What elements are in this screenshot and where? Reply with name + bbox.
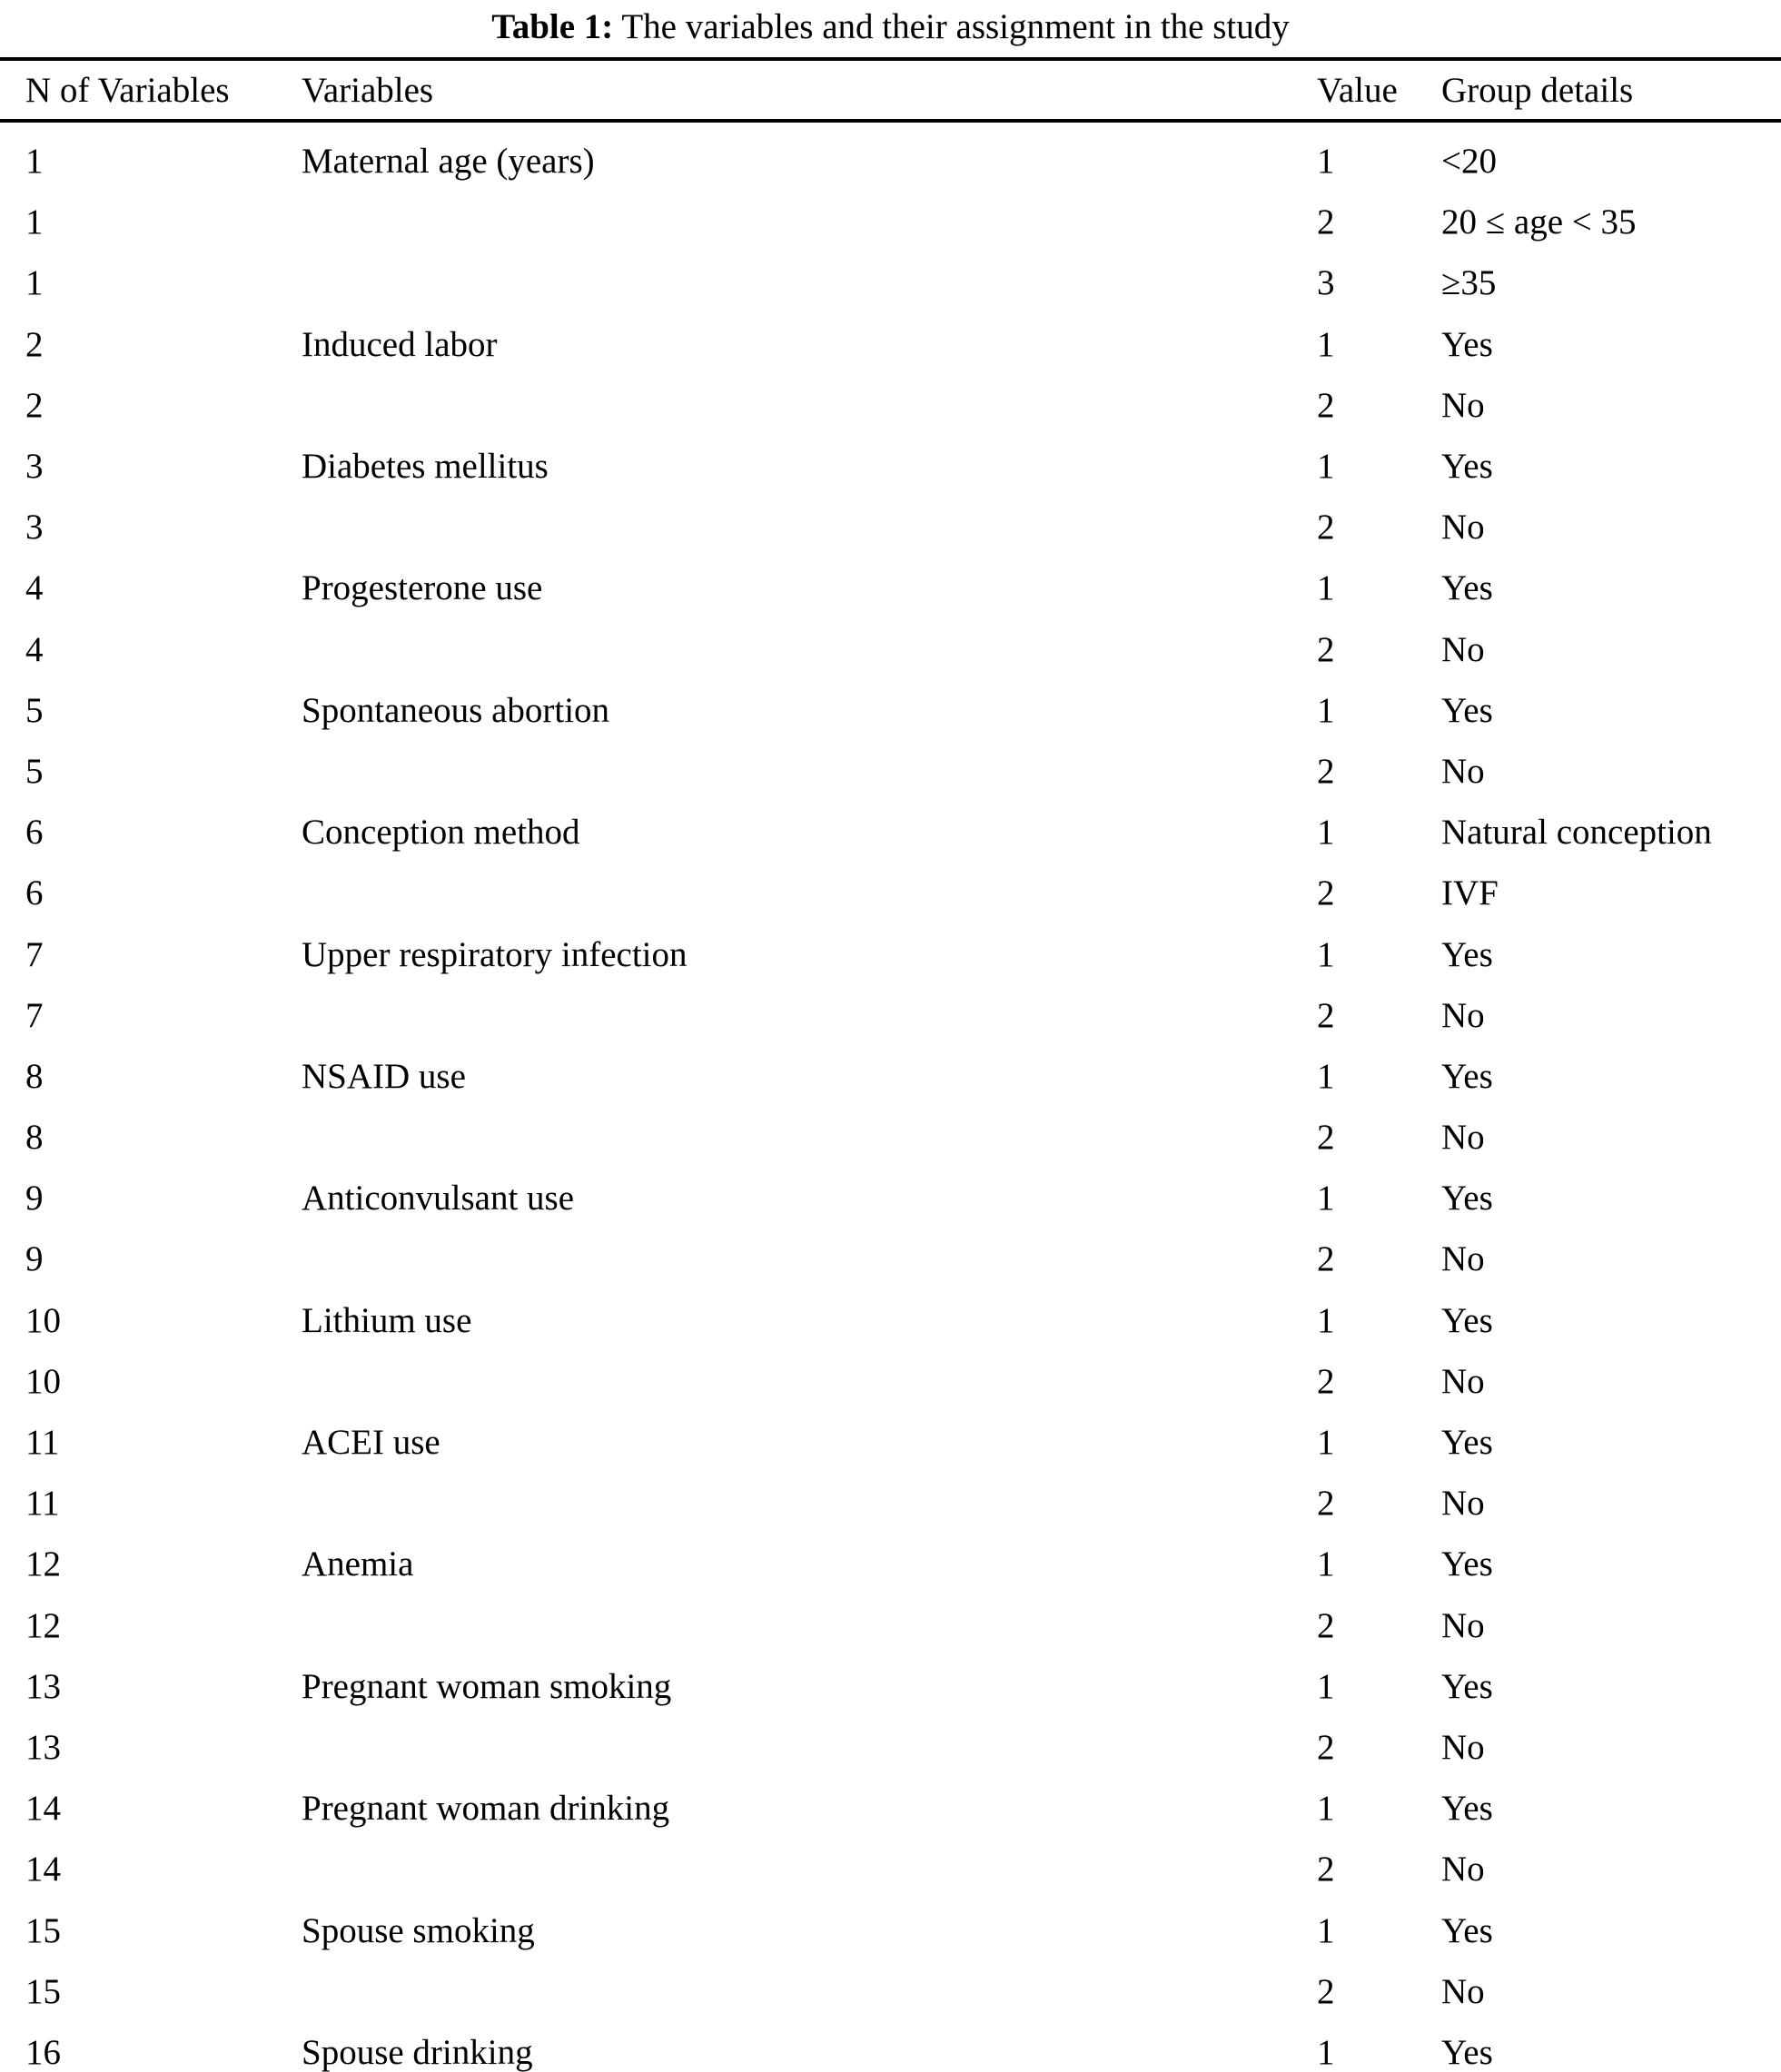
cell-variable: Upper respiratory infection (302, 934, 688, 974)
cell-value: 2 (1317, 1727, 1335, 1767)
cell-n: 6 (25, 873, 44, 913)
cell-value: 1 (1317, 1910, 1335, 1950)
table-row (0, 1961, 1781, 2022)
cell-n: 7 (25, 934, 44, 974)
cell-group: No (1441, 508, 1485, 548)
cell-group: Yes (1441, 568, 1493, 608)
cell-value: 2 (1317, 629, 1335, 669)
cell-n: 4 (25, 568, 44, 608)
cell-group: Yes (1441, 1423, 1493, 1463)
cell-n: 4 (25, 629, 44, 669)
cell-variable: ACEI use (302, 1423, 440, 1463)
cell-variable: Spouse smoking (302, 1910, 535, 1950)
cell-n: 5 (25, 690, 44, 730)
cell-group: No (1441, 995, 1485, 1035)
cell-value: 2 (1317, 1971, 1335, 2011)
cell-group: No (1441, 1850, 1485, 1889)
table-row (0, 131, 1781, 192)
cell-value: 3 (1317, 263, 1335, 303)
cell-group: Yes (1441, 1179, 1493, 1219)
cell-n: 6 (25, 813, 44, 853)
cell-group: No (1441, 629, 1485, 669)
cell-group: No (1441, 1971, 1485, 2011)
column-header-value: Value (1317, 70, 1398, 110)
cell-value: 1 (1317, 568, 1335, 608)
cell-value: 2 (1317, 995, 1335, 1035)
cell-value: 1 (1317, 934, 1335, 974)
cell-n: 10 (25, 1300, 61, 1340)
cell-n: 15 (25, 1910, 61, 1950)
table-row (0, 1290, 1781, 1351)
cell-n: 2 (25, 385, 44, 425)
table-row (0, 1473, 1781, 1534)
table-row (0, 375, 1781, 436)
cell-group: No (1441, 1484, 1485, 1524)
cell-value: 1 (1317, 2032, 1335, 2072)
cell-group: No (1441, 385, 1485, 425)
cell-group: 20 ≤ age < 35 (1441, 202, 1637, 242)
table-row (0, 557, 1781, 618)
cell-n: 11 (25, 1423, 60, 1463)
cell-value: 1 (1317, 142, 1335, 182)
cell-value: 2 (1317, 202, 1335, 242)
cell-n: 8 (25, 1056, 44, 1096)
cell-variable: Maternal age (years) (302, 142, 595, 182)
table-row (0, 619, 1781, 680)
cell-variable: Pregnant woman smoking (302, 1666, 672, 1706)
table-row (0, 497, 1781, 557)
cell-variable: Pregnant woman drinking (302, 1789, 670, 1829)
cell-value: 2 (1317, 1484, 1335, 1524)
cell-value: 2 (1317, 1850, 1335, 1889)
cell-group: No (1441, 1605, 1485, 1645)
cell-n: 8 (25, 1118, 44, 1158)
cell-variable: NSAID use (302, 1056, 466, 1096)
cell-group: No (1441, 1361, 1485, 1401)
table-row (0, 1595, 1781, 1656)
table-row (0, 252, 1781, 313)
cell-group: IVF (1441, 873, 1499, 913)
cell-n: 2 (25, 324, 44, 364)
column-header-n-of-variables: N of Variables (25, 70, 230, 110)
cell-n: 7 (25, 995, 44, 1035)
table-row (0, 985, 1781, 1046)
table-row (0, 192, 1781, 252)
cell-group: Yes (1441, 1910, 1493, 1950)
cell-variable: Anemia (302, 1544, 414, 1584)
table-row (0, 1228, 1781, 1289)
cell-group: Yes (1441, 1789, 1493, 1829)
cell-n: 12 (25, 1544, 61, 1584)
cell-n: 14 (25, 1850, 61, 1889)
table-title-label: Table 1: (491, 6, 614, 46)
cell-variable: Lithium use (302, 1300, 472, 1340)
table-row (0, 2022, 1781, 2072)
cell-group: Yes (1441, 1056, 1493, 1096)
table-row (0, 1656, 1781, 1717)
cell-variable: Spontaneous abortion (302, 690, 610, 730)
table-row (0, 1046, 1781, 1107)
table-row (0, 1168, 1781, 1228)
cell-value: 2 (1317, 385, 1335, 425)
table-row (0, 314, 1781, 375)
cell-group: Natural conception (1441, 813, 1712, 853)
cell-n: 16 (25, 2032, 61, 2072)
cell-value: 1 (1317, 1300, 1335, 1340)
table-row (0, 680, 1781, 741)
cell-n: 1 (25, 202, 44, 242)
cell-n: 1 (25, 142, 44, 182)
cell-variable: Conception method (302, 813, 580, 853)
cell-value: 2 (1317, 1605, 1335, 1645)
table-row (0, 1412, 1781, 1473)
table-row (0, 1839, 1781, 1899)
cell-n: 1 (25, 263, 44, 303)
table-row (0, 923, 1781, 984)
table-row (0, 1717, 1781, 1778)
table-title (0, 0, 1781, 53)
cell-n: 10 (25, 1361, 61, 1401)
cell-n: 14 (25, 1789, 61, 1829)
table-row (0, 1778, 1781, 1839)
cell-value: 1 (1317, 1179, 1335, 1219)
table-row (0, 1534, 1781, 1594)
cell-variable: Induced labor (302, 324, 498, 364)
cell-group: Yes (1441, 324, 1493, 364)
cell-group: Yes (1441, 690, 1493, 730)
table-row (0, 802, 1781, 863)
cell-value: 1 (1317, 1423, 1335, 1463)
table-row (0, 1351, 1781, 1412)
cell-variable: Diabetes mellitus (302, 447, 549, 487)
table-row (0, 863, 1781, 923)
table-title-caption: The variables and their assignment in the study (613, 6, 1290, 46)
cell-value: 2 (1317, 1361, 1335, 1401)
cell-value: 1 (1317, 813, 1335, 853)
cell-value: 1 (1317, 1544, 1335, 1584)
cell-variable: Anticonvulsant use (302, 1179, 575, 1219)
cell-n: 3 (25, 508, 44, 548)
cell-group: No (1441, 1118, 1485, 1158)
cell-value: 2 (1317, 873, 1335, 913)
cell-n: 15 (25, 1971, 61, 2011)
cell-group: Yes (1441, 2032, 1493, 2072)
cell-group: Yes (1441, 1544, 1493, 1584)
table-row (0, 436, 1781, 497)
cell-value: 2 (1317, 508, 1335, 548)
cell-n: 12 (25, 1605, 61, 1645)
cell-n: 9 (25, 1179, 44, 1219)
table-row (0, 741, 1781, 802)
cell-value: 2 (1317, 751, 1335, 791)
cell-group: <20 (1441, 142, 1497, 182)
table-header-row (0, 61, 1781, 119)
cell-variable: Progesterone use (302, 568, 543, 608)
table-row (0, 1899, 1781, 1960)
cell-value: 2 (1317, 1118, 1335, 1158)
cell-group: Yes (1441, 934, 1493, 974)
cell-group: ≥35 (1441, 263, 1497, 303)
cell-n: 5 (25, 751, 44, 791)
cell-value: 1 (1317, 1056, 1335, 1096)
cell-group: Yes (1441, 447, 1493, 487)
column-header-variables: Variables (302, 70, 434, 110)
cell-variable: Spouse drinking (302, 2032, 533, 2072)
cell-value: 2 (1317, 1239, 1335, 1279)
cell-value: 1 (1317, 690, 1335, 730)
cell-n: 3 (25, 447, 44, 487)
cell-group: Yes (1441, 1666, 1493, 1706)
cell-group: Yes (1441, 1300, 1493, 1340)
table-rows (0, 123, 1781, 2072)
cell-n: 13 (25, 1666, 61, 1706)
cell-n: 9 (25, 1239, 44, 1279)
cell-value: 1 (1317, 324, 1335, 364)
cell-group: No (1441, 1239, 1485, 1279)
cell-group: No (1441, 1727, 1485, 1767)
cell-value: 1 (1317, 1789, 1335, 1829)
cell-value: 1 (1317, 1666, 1335, 1706)
cell-n: 13 (25, 1727, 61, 1767)
table-row (0, 1107, 1781, 1168)
cell-value: 1 (1317, 447, 1335, 487)
cell-group: No (1441, 751, 1485, 791)
cell-n: 11 (25, 1484, 60, 1524)
column-header-group-details: Group details (1441, 70, 1634, 110)
